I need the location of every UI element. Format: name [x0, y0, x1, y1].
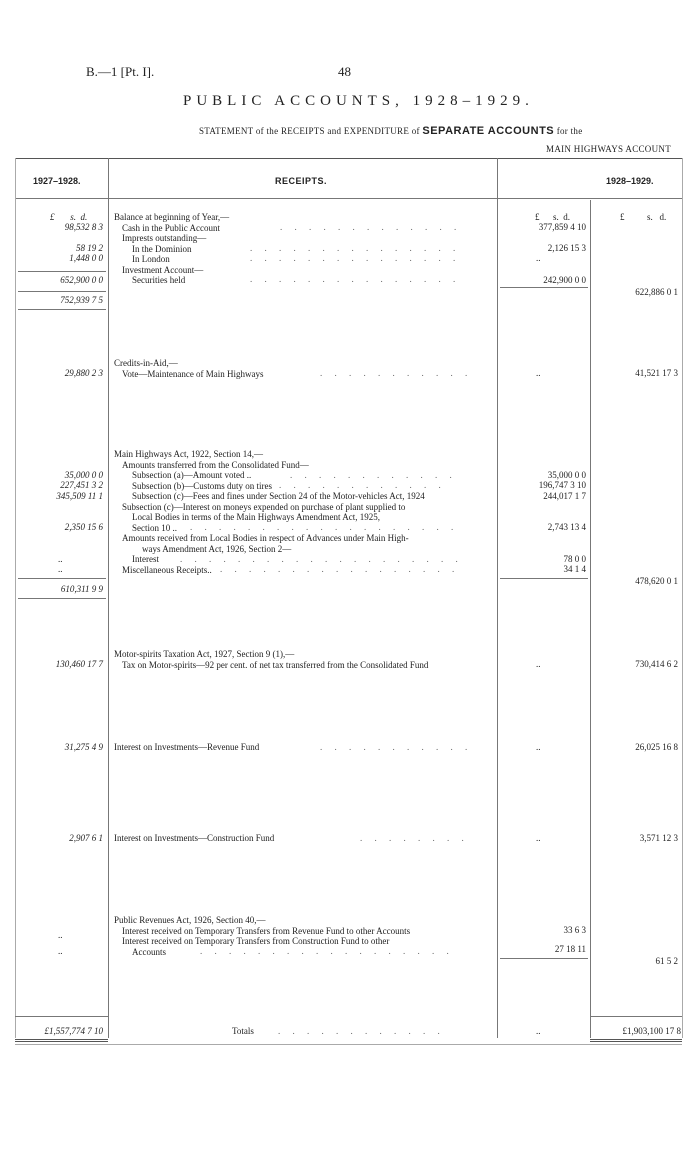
- curr-motor-total: 730,414 6 2: [635, 659, 678, 669]
- prev-balance-london: 1,448 0 0: [69, 253, 103, 263]
- public-revenues-line2b: Accounts: [132, 946, 166, 957]
- prev-currency-header: £ s. d.: [50, 212, 88, 222]
- curr-act1922-b: 196,747 3 10: [538, 480, 586, 490]
- motor-line: Tax on Motor-spirits—92 per cent. of net tax transferred from the Consolidated Fund: [122, 659, 429, 670]
- curr-credits-total: 41,521 17 3: [635, 368, 678, 378]
- act1922-sub-a-label: Subsection (a)—Amount voted ..: [132, 470, 252, 480]
- balance-securities-label: Securities held: [132, 275, 186, 285]
- motor-description: [114, 649, 428, 670]
- balance-description: [114, 212, 229, 286]
- curr-act1922-misc: 34 1 4: [563, 564, 586, 574]
- act1922-heading: Main Highways Act, 1922, Section 14,—: [114, 449, 263, 459]
- curr-balance-cash: 377,859 4 10: [538, 222, 586, 232]
- curr-act1922-total: 478,620 0 1: [635, 576, 678, 586]
- curr-motor-detail: ..: [536, 659, 541, 669]
- document-reference: B.—1 [Pt. I].: [86, 64, 155, 79]
- curr-public-revenues-1: 33 6 3: [563, 925, 586, 935]
- prev-totals: £1,557,774 7 10: [44, 1026, 103, 1036]
- prev-balance-dominion: 58 19 2: [76, 243, 103, 253]
- prev-act1922-total: 610,311 9 9: [60, 584, 103, 594]
- column-divider-1: [108, 158, 109, 1038]
- balance-investment-label: Investment Account—: [122, 264, 204, 275]
- act1922-sub-c2-label-c: Section 10 ..: [132, 522, 177, 533]
- curr-totals-detail: ..: [536, 1026, 541, 1036]
- construction-fund-description: [114, 833, 274, 844]
- subtitle-suffix: for the: [556, 126, 583, 136]
- prev-act1922-c: 345,509 11 1: [56, 491, 103, 501]
- curr-credits-detail: ..: [536, 368, 541, 378]
- prev-construction-fund: 2,907 6 1: [69, 833, 103, 843]
- prev-balance-cash: 98,532 8 3: [64, 222, 103, 232]
- table-bottom-rule: [15, 1044, 682, 1045]
- page-title: PUBLIC ACCOUNTS, 1928–1929.: [183, 93, 534, 109]
- subtitle-prefix: STATEMENT of the RECEIPTS and EXPENDITURE of: [199, 126, 420, 136]
- curr-balance-total: 622,886 0 1: [635, 287, 678, 297]
- motor-heading: Motor-spirits Taxation Act, 1927, Section 9 (1),—: [114, 649, 295, 659]
- column-divider-3: [590, 200, 591, 1038]
- left-edge: [15, 158, 16, 1038]
- curr-construction-fund-total: 3,571 12 3: [639, 833, 678, 843]
- page-number: 48: [338, 64, 351, 79]
- revenue-fund-description: [114, 742, 259, 753]
- act1922-sub-c2-label-a: Subsection (c)—Interest on moneys expended on purchase of plant supplied to: [122, 501, 406, 512]
- prev-revenue-fund: 31,275 4 9: [64, 742, 103, 752]
- col-header-prev-year: 1927–1928.: [33, 176, 81, 186]
- prev-act1922-interest: ..: [58, 554, 63, 564]
- curr-revenue-fund-total: 26,025 16 8: [635, 742, 678, 752]
- curr-balance-dominion: 2,126 15 3: [547, 243, 586, 253]
- prev-act1922-a: 35,000 0 0: [64, 470, 103, 480]
- curr-act1922-c: 244,017 1 7: [543, 491, 586, 501]
- public-revenues-line2a: Interest received on Temporary Transfers from Construction Fund to other: [122, 936, 390, 946]
- curr-totals-total: £1,903,100 17 8: [622, 1026, 681, 1036]
- curr-detail-currency-header: £ s. d.: [535, 212, 571, 222]
- act1922-advances-label-b: ways Amendment Act, 1926, Section 2—: [142, 543, 292, 554]
- prev-act1922-c2: 2,350 15 6: [64, 522, 103, 532]
- credits-description: [114, 358, 264, 379]
- header-bottom-rule: [15, 198, 682, 199]
- prev-balance-securities: 652,900 0 0: [60, 275, 103, 285]
- act1922-sub-c2-label-b: Local Bodies in terms of the Main Highways Amendment Act, 1925,: [132, 512, 380, 522]
- curr-act1922-c2: 2,743 13 4: [547, 522, 586, 532]
- prev-balance-total: 752,939 7 5: [60, 295, 103, 305]
- public-revenues-heading: Public Revenues Act, 1926, Section 40,—: [114, 915, 266, 925]
- subtitle-bold: SEPARATE ACCOUNTS: [422, 125, 555, 137]
- column-divider-2: [497, 158, 498, 1038]
- curr-revenue-fund-detail: ..: [536, 742, 541, 752]
- revenue-fund-line: Interest on Investments—Revenue Fund: [114, 742, 260, 752]
- curr-act1922-a: 35,000 0 0: [547, 470, 586, 480]
- act1922-sub-b-label: Subsection (b)—Customs duty on tires: [132, 480, 272, 491]
- act1922-advances-label-a: Amounts received from Local Bodies in respect of Advances under Main High-: [122, 533, 409, 543]
- curr-public-revenues-2: 27 18 11: [554, 944, 586, 954]
- act1922-transferred-label: Amounts transferred from the Consolidated Fund—: [122, 459, 309, 470]
- col-header-receipts: RECEIPTS.: [275, 176, 328, 186]
- account-name: MAIN HIGHWAYS ACCOUNT: [546, 144, 671, 154]
- act1922-misc-label: Miscellaneous Receipts..: [122, 564, 212, 575]
- right-edge: [682, 158, 683, 1038]
- totals-label: Totals: [232, 1026, 254, 1036]
- act1922-sub-c-label: Subsection (c)—Fees and fines under Section 24 of the Motor-vehicles Act, 1924: [132, 491, 425, 501]
- public-revenues-line1: Interest received on Temporary Transfers from Revenue Fund to other Accounts: [122, 925, 411, 936]
- credits-heading: Credits-in-Aid,—: [114, 358, 178, 368]
- prev-motor: 130,460 17 7: [55, 659, 103, 669]
- table-top-rule: [15, 158, 682, 159]
- balance-heading: Balance at beginning of Year,—: [114, 212, 230, 222]
- prev-public-revenues-2: ..: [58, 946, 63, 956]
- balance-cash-label: Cash in the Public Account: [122, 222, 220, 233]
- balance-dominion-label: In the Dominion: [132, 243, 192, 254]
- curr-act1922-interest: 78 0 0: [563, 554, 586, 564]
- act1922-interest-label: Interest: [132, 554, 159, 564]
- curr-total-currency-header: £ s. d.: [620, 212, 667, 222]
- curr-construction-fund-detail: ..: [536, 833, 541, 843]
- construction-fund-line: Interest on Investments—Construction Fund: [114, 833, 275, 843]
- credits-vote-label: Vote—Maintenance of Main Highways: [122, 368, 264, 379]
- balance-imprests-label: Imprests outstanding—: [122, 233, 207, 243]
- balance-london-label: In London: [132, 254, 170, 264]
- curr-public-revenues-total: 61 5 2: [655, 956, 678, 966]
- curr-balance-london: ..: [536, 253, 541, 263]
- col-header-curr-year: 1928–1929.: [606, 176, 654, 186]
- prev-public-revenues-1: ..: [58, 930, 63, 940]
- prev-act1922-misc: ..: [58, 564, 63, 574]
- prev-credits: 29,880 2 3: [64, 368, 103, 378]
- prev-act1922-b: 227,451 3 2: [60, 480, 103, 490]
- statement-subtitle: [199, 125, 583, 137]
- curr-balance-securities: 242,900 0 0: [543, 275, 586, 285]
